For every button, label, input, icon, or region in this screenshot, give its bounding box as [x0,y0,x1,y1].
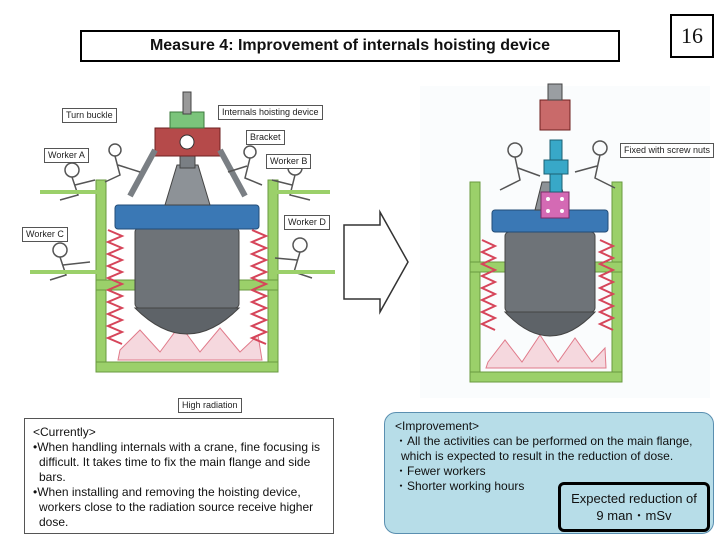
expected-reduction-box [558,482,710,532]
currently-heading: <Currently> [33,425,96,439]
improved-device-illustration [420,84,710,398]
label-internals-hoisting-device: Internals hoisting device [218,105,323,120]
transition-arrow [344,212,408,312]
currently-line: •When handling internals with a crane, fine focusing is [33,440,321,454]
label-worker-d: Worker D [284,215,330,230]
currently-line: workers close to the radiation source receive higher [39,500,314,514]
page-number: 16 [670,14,714,58]
page-title: Measure 4: Improvement of internals hoisting device [80,30,620,62]
right-frame-base [470,372,622,382]
label-worker-a: Worker A [44,148,89,163]
left-frame-base [96,362,278,372]
expected-reduction-line2: 9 man・mSv [596,508,672,523]
improvement-line: ・All the activities can be performed on the main flange, [395,434,693,448]
left-frame-post-left [96,180,106,370]
label-bracket: Bracket [246,130,285,145]
improvement-line: which is expected to result in the reduction of dose. [401,449,674,463]
improvement-line: ・Shorter working hours [395,479,525,493]
left-frame-post-right [268,180,278,370]
currently-line: •When installing and removing the hoisting device, [33,485,301,499]
screw-nut-block [541,192,569,218]
expected-reduction-line1: Expected reduction of [571,491,697,506]
left-vessel-body [135,228,239,308]
right-hoist-head [540,100,570,130]
currently-line: bars. [39,470,66,484]
label-turn-buckle: Turn buckle [62,108,117,123]
left-main-flange [115,205,259,229]
label-fixed-with-screw-nuts: Fixed with screw nuts [620,143,714,158]
currently-line: difficult. It takes time to fix the main flange and side [39,455,311,469]
right-vessel-body [505,232,595,312]
currently-line: dose. [39,515,69,529]
label-worker-b: Worker B [266,154,311,169]
label-worker-c: Worker C [22,227,68,242]
right-frame-post-right [612,182,622,380]
currently-panel [24,418,334,534]
right-frame-post-left [470,182,480,380]
improvement-heading: <Improvement> [395,419,480,433]
improvement-line: ・Fewer workers [395,464,486,478]
current-device-illustration [30,92,335,372]
label-high-radiation: High radiation [178,398,242,413]
